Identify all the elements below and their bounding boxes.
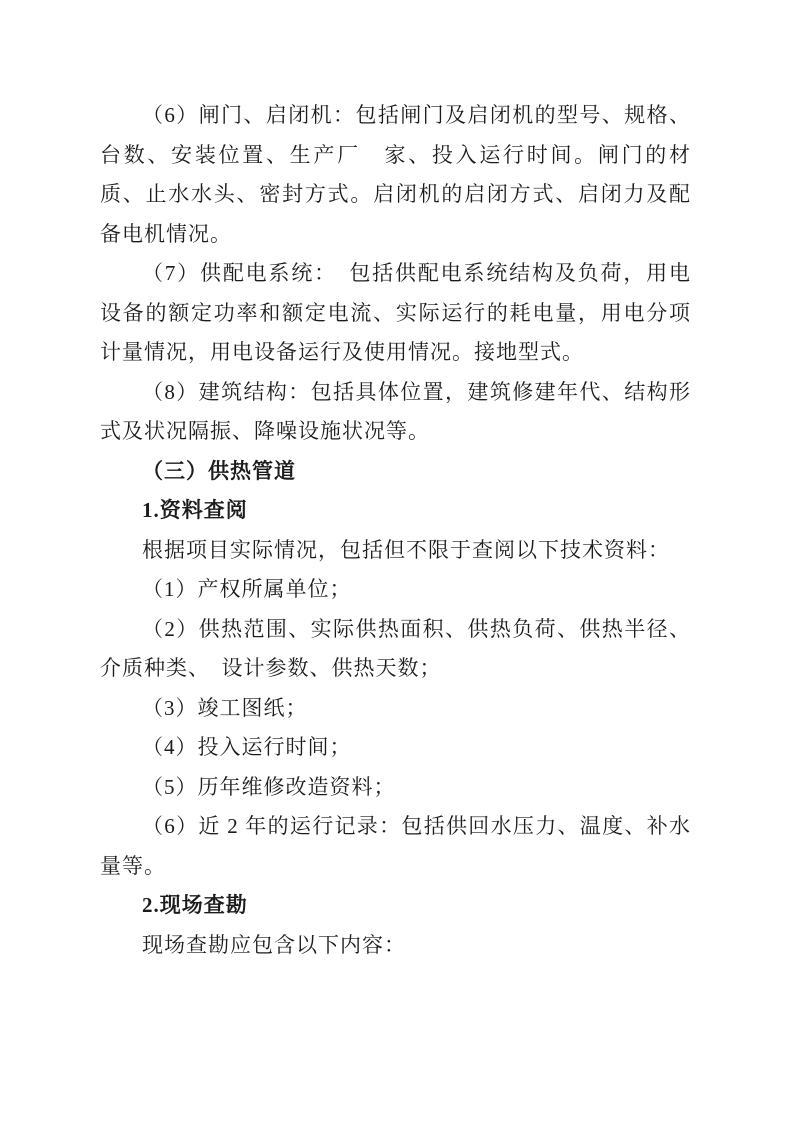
body-paragraph-gates-hoists: （6）闸门、启闭机：包括闸门及启闭机的型号、规格、台数、安装位置、生产厂 家、投入运行时间。闸门的材质、止水水头、密封方式。启闭机的启闭方式、启闭力及配备电机情况。	[100, 103, 691, 246]
list-item-operation-records: （6）近 2 年的运行记录：包括供回水压力、温度、补水量等。	[100, 814, 691, 878]
section-heading-heating-pipeline: （三）供热管道	[142, 458, 296, 483]
body-paragraph-building-structure: （8）建筑结构：包括具体位置，建筑修建年代、结构形式及状况隔振、降噪设施状况等。	[100, 379, 691, 443]
list-item-heating-scope: （2）供热范围、实际供热面积、供热负荷、供热半径、介质种类、 设计参数、供热天数；	[100, 616, 691, 680]
list-item-operation-start-time: （4）投入运行时间；	[142, 735, 352, 759]
body-paragraph-review-intro: 根据项目实际情况，包括但不限于查阅以下技术资料：	[142, 537, 670, 562]
body-paragraph-survey-intro: 现场查勘应包含以下内容：	[142, 932, 406, 957]
list-item-ownership-unit: （1）产权所属单位；	[142, 577, 352, 601]
list-item-asbuilt-drawings: （3）竣工图纸；	[142, 695, 308, 720]
subsection-heading-data-review: 1.资料查阅	[142, 498, 248, 522]
body-paragraph-power-supply: （7）供配电系统： 包括供配电系统结构及负荷，用电设备的额定功率和额定电流、实际运行的耗电量，用电分项计量情况，用电设备运行及使用情况。接地型式。	[100, 261, 691, 364]
list-item-maintenance-records: （5）历年维修改造资料；	[142, 774, 396, 799]
subsection-heading-site-survey: 2.现场查勘	[142, 893, 248, 917]
